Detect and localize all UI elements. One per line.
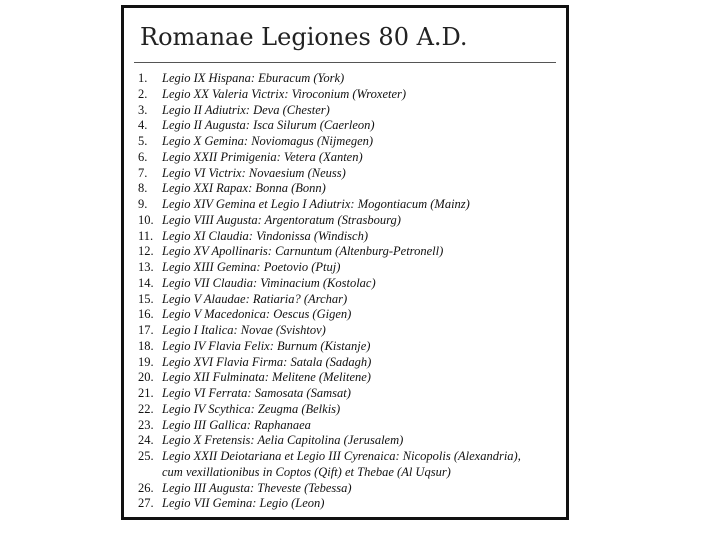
- legion-number: 21.: [138, 386, 154, 400]
- legion-entry-text: Legio II Augusta: Isca Silurum (Caerleon): [162, 118, 375, 133]
- legion-entry-text: Legio IV Scythica: Zeugma (Belkis): [162, 401, 341, 416]
- title-divider: [134, 62, 556, 63]
- legion-list-item: [138, 71, 521, 87]
- legion-entry-text: Legio I Italica: Novae (Svishtov): [162, 323, 326, 337]
- legion-entry: [162, 166, 346, 182]
- legion-entry: [162, 402, 340, 418]
- legion-number: 1.: [138, 71, 148, 85]
- legion-number: 17.: [138, 323, 154, 337]
- legion-number: 25.: [138, 449, 154, 463]
- document-frame: [121, 5, 569, 520]
- legion-list-item: [138, 213, 521, 229]
- legion-entry: [162, 449, 521, 481]
- legion-number: 15.: [138, 291, 154, 306]
- legion-list-item: [138, 449, 521, 481]
- legion-number: 4.: [138, 118, 148, 133]
- legion-number: 3.: [138, 102, 148, 117]
- legion-list-item: [138, 103, 521, 119]
- legion-list-item: [138, 339, 521, 355]
- legion-list-item: [138, 166, 521, 182]
- legion-entry: [162, 260, 340, 276]
- legion-entry-text: Legio XII Fulminata: Melitene (Melitene): [162, 370, 371, 385]
- legion-list-item: [138, 181, 521, 197]
- legion-entry: [162, 276, 376, 292]
- legion-entry-text: Legio X Fretensis: Aelia Capitolina (Jerusalem): [162, 433, 404, 448]
- legion-number: 12.: [138, 244, 154, 259]
- legion-list-item: [138, 197, 521, 213]
- legion-number: 11.: [138, 228, 154, 243]
- legion-list-item: [138, 87, 521, 103]
- legion-entry: [162, 197, 470, 213]
- legion-entry: [162, 433, 403, 449]
- legion-list-item: [138, 244, 521, 260]
- legion-number: 2.: [138, 86, 148, 101]
- legion-list-item: [138, 292, 521, 308]
- legion-list-item: [138, 260, 521, 276]
- legion-entry: [162, 307, 351, 323]
- legion-number: 19.: [138, 354, 154, 369]
- legion-entry-text: Legio VII Claudia: Viminacium (Kostolac): [162, 275, 376, 290]
- legion-list-item: [138, 134, 521, 150]
- legion-number: 8.: [138, 181, 148, 196]
- legion-list-item: [138, 323, 521, 339]
- legion-list-item: [138, 307, 521, 323]
- legion-entry-text: Legio XV Apollinaris: Carnuntum (Altenburg-Petronell): [162, 244, 444, 259]
- legion-list-item: [138, 355, 521, 371]
- legion-entry: [162, 323, 326, 339]
- legion-entry: [162, 229, 368, 245]
- legion-entry-text: Legio XXI Rapax: Bonna (Bonn): [162, 181, 326, 196]
- legion-list-item: [138, 496, 521, 512]
- legion-entry: [162, 103, 330, 119]
- legion-number: 22.: [138, 401, 154, 416]
- legion-entry-text: Legio XVI Flavia Firma: Satala (Sadagh): [162, 354, 372, 369]
- legion-list-item: [138, 386, 521, 402]
- legion-number: 24.: [138, 433, 154, 448]
- legion-number: 10.: [138, 212, 154, 227]
- legion-number: 14.: [138, 275, 154, 290]
- legion-entry-text: Legio XXII Primigenia: Vetera (Xanten): [162, 149, 363, 164]
- legion-number: 16.: [138, 307, 154, 322]
- legion-entry: [162, 496, 324, 512]
- legion-entry: [162, 292, 347, 308]
- legion-list-item: [138, 276, 521, 292]
- legion-number: 20.: [138, 370, 154, 385]
- legion-number: 7.: [138, 165, 148, 180]
- legion-entry: [162, 71, 344, 87]
- legion-entry-text: Legio III Gallica: Raphanaea: [162, 417, 311, 432]
- legion-entry-text: Legio II Adiutrix: Deva (Chester): [162, 102, 330, 117]
- legion-number: 23.: [138, 417, 154, 432]
- legion-entry: [162, 370, 371, 386]
- legion-entry: [162, 339, 370, 355]
- legion-number: 26.: [138, 480, 154, 495]
- document-title: Romanae Legiones 80 A.D.: [140, 23, 468, 51]
- legion-entry-text: Legio V Alaudae: Ratiaria? (Archar): [162, 291, 348, 306]
- legion-entry-continuation: cum vexillationibus in Coptos (Qift) et Thebae (Al Uqsur): [162, 464, 451, 479]
- legion-entry: [162, 118, 375, 134]
- legion-entry-text: Legio V Macedonica: Oescus (Gigen): [162, 307, 352, 322]
- legion-entry-text: Legio XIII Gemina: Poetovio (Ptuj): [162, 260, 341, 274]
- legion-entry: [162, 213, 401, 229]
- legion-entry: [162, 386, 351, 402]
- legion-list-item: [138, 481, 521, 497]
- legion-entry-text: Legio IV Flavia Felix: Burnum (Kistanje): [162, 338, 371, 353]
- legion-entry: [162, 244, 443, 260]
- legion-number: 6.: [138, 149, 148, 164]
- legion-list: [138, 71, 521, 512]
- legion-entry: [162, 355, 371, 371]
- legion-entry: [162, 418, 311, 434]
- legion-list-item: [138, 150, 521, 166]
- legion-list-item: [138, 370, 521, 386]
- legion-entry-text: Legio X Gemina: Noviomagus (Nijmegen): [162, 134, 374, 148]
- legion-entry-text: Legio VIII Augusta: Argentoratum (Strasbourg): [162, 212, 401, 227]
- legion-entry-text: Legio XX Valeria Victrix: Viroconium (Wroxeter): [162, 86, 407, 101]
- legion-entry-text: Legio IX Hispana: Eburacum (York): [162, 71, 345, 85]
- legion-number: 9.: [138, 197, 148, 211]
- legion-number: 13.: [138, 260, 154, 274]
- legion-list-item: [138, 229, 521, 245]
- legion-entry-text: Legio III Augusta: Theveste (Tebessa): [162, 480, 352, 495]
- legion-number: 18.: [138, 338, 154, 353]
- legion-entry: [162, 181, 326, 197]
- legion-list-item: [138, 433, 521, 449]
- legion-entry-text: Legio XI Claudia: Vindonissa (Windisch): [162, 228, 369, 243]
- legion-entry: [162, 150, 363, 166]
- legion-entry-text: Legio XIV Gemina et Legio I Adiutrix: Mogontiacum (Mainz): [162, 197, 470, 211]
- legion-entry: [162, 87, 406, 103]
- legion-list-item: [138, 418, 521, 434]
- legion-entry-text: Legio VII Gemina: Legio (Leon): [162, 496, 325, 511]
- legion-entry-text: Legio VI Ferrata: Samosata (Samsat): [162, 386, 351, 400]
- legion-list-item: [138, 402, 521, 418]
- legion-entry-text: Legio VI Victrix: Novaesium (Neuss): [162, 165, 346, 180]
- legion-entry: [162, 134, 373, 150]
- legion-entry-text: Legio XXII Deiotariana et Legio III Cyrenaica: Nicopolis (Alexandria),: [162, 449, 521, 463]
- legion-entry: [162, 481, 352, 497]
- legion-list-item: [138, 118, 521, 134]
- legion-number: 5.: [138, 134, 148, 148]
- legion-number: 27.: [138, 496, 154, 511]
